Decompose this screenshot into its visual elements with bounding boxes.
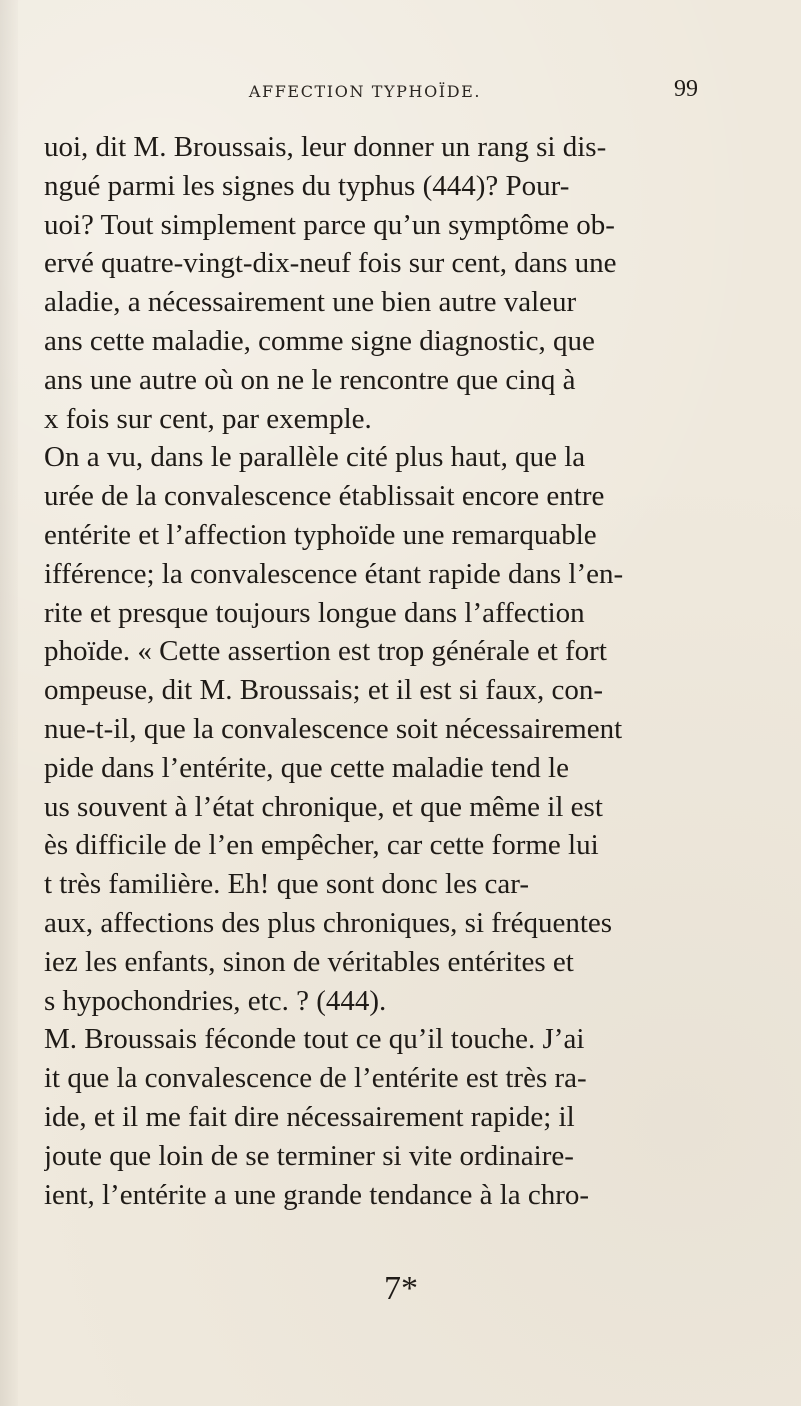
text-line: it que la convalescence de l’entérite est très ra- xyxy=(44,1062,587,1095)
text-line: uoi? Tout simplement parce qu’un symptôme ob- xyxy=(44,208,615,241)
text-line: entérite et l’affection typhoïde une remarquable xyxy=(44,518,597,551)
text-line: x fois sur cent, par exemple. xyxy=(44,402,372,435)
signature-mark: 7* xyxy=(384,1270,418,1307)
text-line: ompeuse, dit M. Broussais; et il est si faux, con- xyxy=(44,674,603,707)
text-line: urée de la convalescence établissait encore entre xyxy=(44,480,605,513)
running-head: AFFECTION TYPHOÏDE. xyxy=(248,82,482,101)
text-line: ès difficile de l’en empêcher, car cette forme lui xyxy=(44,829,599,862)
page-header xyxy=(0,78,801,118)
text-line: ifférence; la convalescence étant rapide dans l’en- xyxy=(44,557,624,590)
text-line: pide dans l’entérite, que cette maladie tend le xyxy=(44,751,569,784)
text-line: nue-t-il, que la convalescence soit nécessairement xyxy=(44,712,623,745)
text-line: aux, affections des plus chroniques, si fréquentes xyxy=(44,906,613,939)
text-line: M. Broussais féconde tout ce qu’il touche. J’ai xyxy=(44,1023,585,1056)
page-gutter-shadow xyxy=(0,0,18,1406)
text-line: t très familière. Eh! que sont donc les car- xyxy=(44,868,529,901)
text-line: ient, l’entérite a une grande tendance à la chro- xyxy=(44,1178,590,1211)
text-line: ans une autre où on ne le rencontre que cinq à xyxy=(44,363,576,396)
text-line: iez les enfants, sinon de véritables entérites et xyxy=(44,945,574,978)
text-line: ngué parmi les signes du typhus (444)? Pour- xyxy=(44,169,570,202)
page-number: 99 xyxy=(674,76,698,102)
text-line: ervé quatre-vingt-dix-neuf fois sur cent, dans une xyxy=(44,247,617,280)
text-line: us souvent à l’état chronique, et que même il est xyxy=(44,790,603,823)
text-line: ide, et il me fait dire nécessairement rapide; il xyxy=(44,1100,575,1133)
text-line: uoi, dit M. Broussais, leur donner un rang si dis- xyxy=(44,131,607,163)
text-line: joute que loin de se terminer si vite ordinaire- xyxy=(44,1139,574,1172)
body-text xyxy=(44,128,744,1214)
text-line: rite et presque toujours longue dans l’affection xyxy=(44,596,585,629)
text-line: ans cette maladie, comme signe diagnostic, que xyxy=(44,324,595,357)
text-line: phoïde. « Cette assertion est trop générale et fort xyxy=(44,635,607,668)
text-line: aladie, a nécessairement une bien autre valeur xyxy=(44,286,577,319)
text-line: s hypochondries, etc. ? (444). xyxy=(44,984,387,1017)
text-line: On a vu, dans le parallèle cité plus haut, que la xyxy=(44,441,586,474)
